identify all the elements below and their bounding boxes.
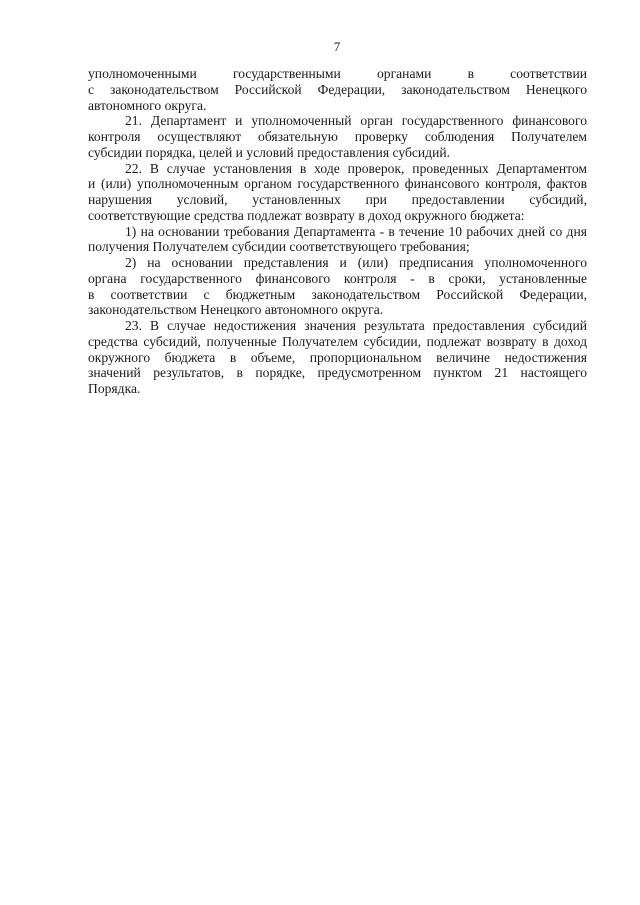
- paragraph-21-start: 21. Департамент и уполномоченный орган государственного финансового: [125, 113, 587, 129]
- paragraph-23-start: 23. В случае недостижения значения результата предоставления субсидий: [125, 318, 587, 333]
- document-body: [88, 66, 587, 397]
- text-line: контроля осуществляют обязательную проверку соблюдения Получателем: [88, 129, 587, 144]
- page-number: 7: [333, 39, 341, 54]
- text-line: окружного бюджета в объеме, пропорциональном величине недостижения: [88, 349, 587, 365]
- paragraph-22-start: 22. В случае установления в ходе проверок, проведенных Департаментом: [125, 160, 587, 176]
- text-line: и (или) уполномоченным органом государственного финансового контроля, фактов: [88, 176, 587, 192]
- text-line: законодательством Ненецкого автономного округа.: [88, 302, 384, 318]
- text-line: получения Получателем субсидии соответствующего требования;: [88, 239, 470, 255]
- text-line: соответствующие средства подлежат возврату в доход окружного бюджета:: [88, 207, 525, 223]
- text-line: значений результатов, в порядке, предусмотренном пунктом 21 настоящего: [88, 365, 587, 381]
- text-line: субсидии порядка, целей и условий предоставления субсидий.: [88, 144, 451, 160]
- text-line: автономного округа.: [88, 97, 207, 113]
- text-line: нарушения условий, установленных при предоставлении субсидий,: [88, 192, 587, 207]
- subitem-2-start: 2) на основании представления и (или) предписания уполномоченного: [125, 255, 587, 270]
- text-line: в соответствии с бюджетным законодательством Российской Федерации,: [88, 286, 587, 302]
- text-line: уполномоченными государственными органами в соответствии: [88, 66, 587, 81]
- text-line: Порядка.: [88, 381, 141, 396]
- text-line: с законодательством Российской Федерации, законодательством Ненецкого: [88, 81, 587, 97]
- subitem-1-start: 1) на основании требования Департамента - в течение 10 рабочих дней со дня: [125, 223, 587, 239]
- text-line: средства субсидий, полученные Получателем субсидии, подлежат возврату в доход: [88, 333, 587, 349]
- text-line: органа государственного финансового контроля - в сроки, установленные: [88, 270, 587, 286]
